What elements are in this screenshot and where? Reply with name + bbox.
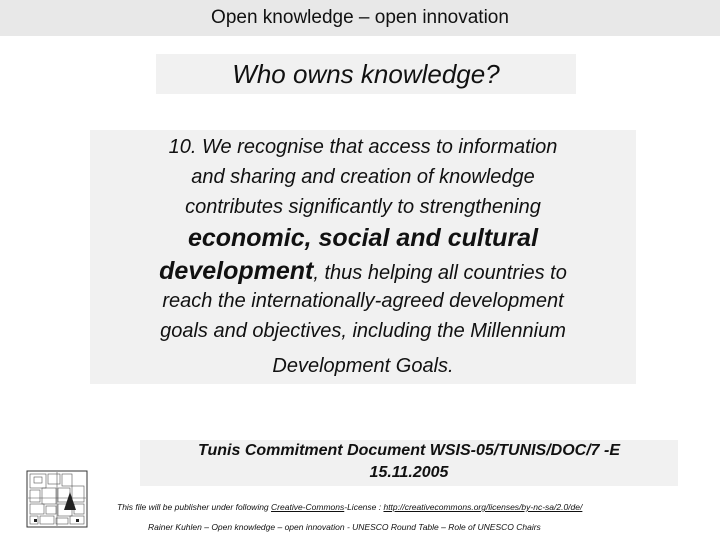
- quote-emphasis: development: [159, 257, 314, 285]
- license-text: [117, 502, 717, 512]
- footer-text: Rainer Kuhlen – Open knowledge – open innovation - UNESCO Round Table – Role of UNESCO Chairs: [148, 522, 541, 532]
- slide-title: Who owns knowledge?: [232, 58, 500, 89]
- header-title: Open knowledge – open innovation: [211, 7, 509, 28]
- header-bar: [0, 0, 720, 36]
- quote-line-7: goals and objectives, including the Millennium: [160, 320, 566, 342]
- quote-line-5-rest: , thus helping all countries to: [313, 262, 567, 284]
- license-name-link[interactable]: Creative-Commons: [271, 502, 345, 512]
- quote-line-6: reach the internationally-agreed development: [162, 290, 564, 312]
- slide-title-box: [156, 54, 576, 94]
- license-url-link[interactable]: http://creativecommons.org/licenses/by-nc-sa/2.0/de/: [383, 502, 583, 512]
- grid-logo-icon: [26, 470, 88, 528]
- quote-line-2: and sharing and creation of knowledge: [191, 166, 535, 188]
- source-line-2: 15.11.2005: [369, 464, 449, 481]
- license-middle: -License :: [344, 502, 384, 512]
- quote-box: [90, 130, 636, 384]
- license-prefix: This file will be publisher under following: [117, 502, 272, 512]
- quote-line-1: 10. We recognise that access to information: [168, 136, 558, 158]
- quote-line-5: [90, 257, 636, 286]
- quote-line-8: Development Goals.: [272, 355, 454, 377]
- quote-line-3: contributes significantly to strengthening: [185, 196, 541, 218]
- source-line-1: Tunis Commitment Document WSIS-05/TUNIS/DOC/7 -E: [198, 442, 620, 459]
- quote-line-4: economic, social and cultural: [187, 224, 539, 252]
- source-box: [140, 440, 678, 486]
